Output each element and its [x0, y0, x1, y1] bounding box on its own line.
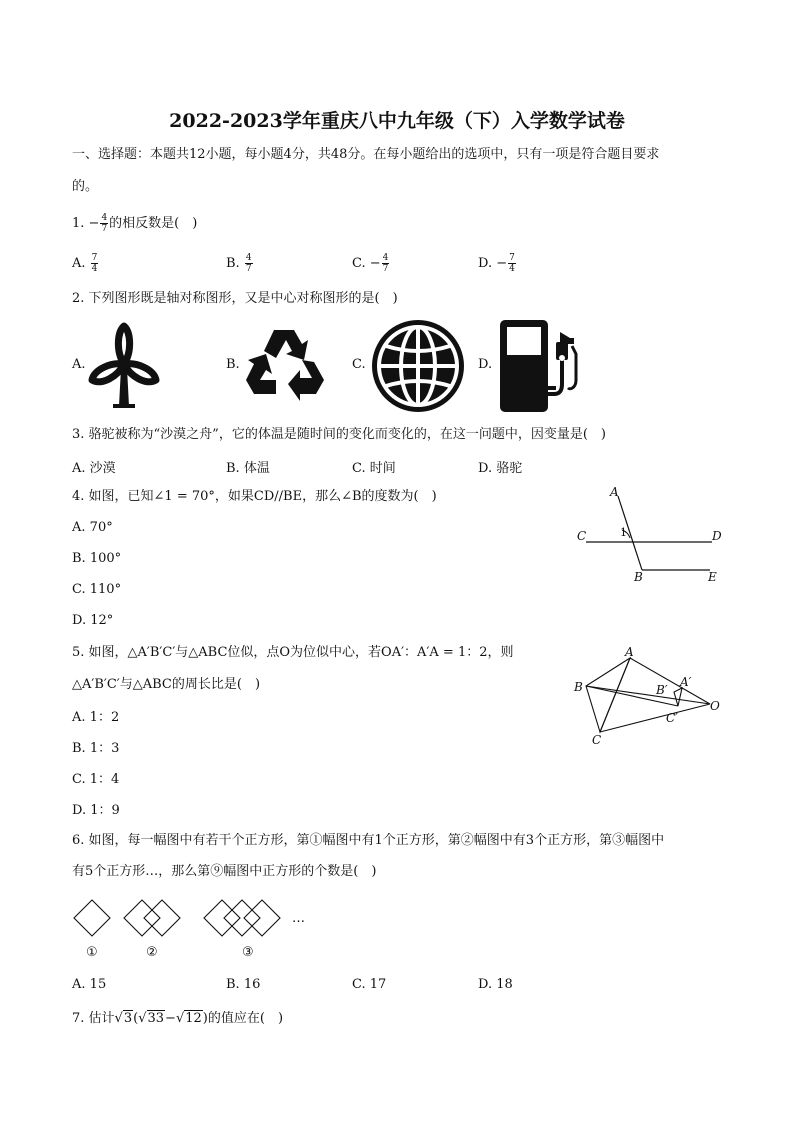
q4-option-d[interactable]	[72, 613, 113, 628]
q7-radicand-2: 33	[147, 1011, 165, 1026]
label-b-prime: B′	[656, 683, 668, 697]
option-fraction	[91, 253, 99, 274]
q1-option-a[interactable]	[72, 253, 99, 274]
option-letter: D.	[478, 256, 493, 271]
q5-option-b[interactable]	[72, 737, 119, 756]
option-text: 70°	[89, 520, 113, 535]
paren-open: (	[133, 1011, 139, 1026]
option-fraction	[245, 253, 253, 274]
q1-fraction	[100, 213, 108, 234]
globe-icon[interactable]	[372, 320, 464, 412]
question-2-stem: 2. 下列图形既是轴对称图形，又是中心对称图形的是( )	[72, 291, 398, 306]
option-text: 1：3	[89, 741, 120, 756]
q3-option-c[interactable]	[352, 457, 396, 476]
option-letter: B.	[72, 741, 86, 756]
label-d: D	[712, 529, 722, 543]
fraction-num: 4	[245, 253, 252, 263]
option-letter: D.	[72, 803, 87, 818]
option-text: 12°	[90, 613, 114, 628]
q5-option-a[interactable]	[72, 706, 119, 725]
q1-option-d[interactable]	[478, 253, 517, 274]
minus-sign: −	[165, 1011, 176, 1026]
option-letter: B.	[226, 461, 240, 476]
label-a: A	[625, 645, 634, 659]
angle-1-label: 1	[620, 526, 627, 539]
q6-option-b[interactable]	[226, 977, 260, 992]
option-fraction	[382, 253, 390, 274]
wind-turbine-icon[interactable]	[86, 322, 162, 412]
q1-suffix: 的相反数是( )	[109, 216, 198, 231]
option-letter: A.	[72, 256, 86, 271]
option-letter: B.	[226, 256, 240, 271]
question-4-stem: 4. 如图，已知∠1 = 70°，如果CD//BE，那么∠B的度数为( )	[72, 489, 437, 504]
triangle-abc	[586, 658, 630, 732]
q2-option-d-letter[interactable]: D.	[478, 357, 493, 372]
q6-option-d[interactable]	[478, 977, 513, 992]
label-b: B	[574, 680, 583, 694]
option-text: 1：2	[89, 710, 120, 725]
q2-option-a-letter[interactable]: A.	[72, 357, 86, 372]
option-text: 17	[369, 977, 387, 992]
option-text: 1：9	[90, 803, 120, 818]
q3-option-a[interactable]	[72, 457, 116, 476]
option-text: 16	[243, 977, 261, 992]
option-text: 沙漠	[89, 461, 116, 476]
question-1-stem	[72, 213, 197, 234]
paren-close: )	[202, 1011, 208, 1026]
figure-3-square-a	[204, 900, 240, 936]
recycle-icon[interactable]	[244, 324, 326, 404]
q2-option-b-letter[interactable]: B.	[226, 357, 240, 372]
q6-option-a[interactable]	[72, 977, 106, 992]
label-e: E	[708, 570, 717, 584]
q5-option-c[interactable]	[72, 768, 119, 787]
q4-parallel-lines-figure	[570, 484, 730, 584]
question-5-stem-line2: △A′B′C′与△ABC的周长比是( )	[72, 677, 261, 692]
figure-2-square-b	[144, 900, 180, 936]
question-6-stem-line1: 6. 如图，每一幅图中有若干个正方形，第①幅图中有1个正方形，第②幅图中有3个正方形，第③幅图中	[72, 833, 665, 848]
label-o: O	[710, 699, 720, 713]
label-c-prime: C′	[666, 711, 678, 725]
option-letter: A.	[72, 977, 86, 992]
option-fraction	[508, 253, 516, 274]
option-text: 体温	[243, 461, 270, 476]
sqrt-sign: √	[138, 1011, 147, 1026]
option-letter: D.	[478, 461, 493, 476]
question-3-stem: 3. 骆驼被称为“沙漠之舟”，它的体温是随时间的变化而变化的，在这一问题中，因变量是( )	[72, 427, 606, 442]
option-letter: A.	[72, 461, 86, 476]
q4-option-c[interactable]	[72, 582, 121, 597]
q7-prefix: 7. 估计	[72, 1011, 115, 1026]
fraction-den: 7	[245, 264, 252, 274]
option-letter: D.	[478, 977, 493, 992]
figure-3-label: ③	[242, 945, 254, 960]
q3-option-b[interactable]	[226, 457, 270, 476]
sqrt-sign: √	[175, 1011, 185, 1026]
option-text: 骆驼	[496, 461, 523, 476]
figure-3-square-b	[224, 900, 260, 936]
fraction-den: 7	[382, 264, 389, 274]
section-instructions-line1: 一、选择题：本题共12小题，每小题4分，共48分。在每小题给出的选项中，只有一项是符合题目要求	[72, 147, 660, 162]
ray-oa	[630, 658, 710, 704]
question-7-stem	[72, 1010, 283, 1028]
q6-option-c[interactable]	[352, 977, 386, 992]
option-letter: C.	[72, 772, 86, 787]
figure-1-square	[74, 900, 110, 936]
option-text: 1：4	[89, 772, 120, 787]
option-text: 110°	[89, 582, 122, 597]
option-text: 100°	[89, 551, 122, 566]
option-text: 时间	[369, 461, 396, 476]
label-c: C	[577, 529, 587, 543]
section-instructions-line2: 的。	[72, 179, 99, 194]
label-c: C	[592, 733, 602, 747]
label-a: A	[610, 485, 619, 499]
q7-radicand-1: 3	[123, 1011, 133, 1026]
paper-title: 2022-2023学年重庆八中九年级（下）入学数学试卷	[169, 110, 625, 132]
option-letter: C.	[352, 256, 366, 271]
fraction-den: 4	[91, 264, 98, 274]
option-letter: C.	[352, 461, 366, 476]
fuel-pump-icon[interactable]	[498, 318, 580, 414]
q4-option-a[interactable]	[72, 520, 113, 535]
option-sign: −	[496, 256, 508, 271]
figure-1-label: ①	[86, 945, 98, 960]
fraction-num: 7	[91, 253, 98, 263]
ray-oc	[600, 704, 710, 732]
triangle-a1b1c1	[674, 688, 682, 706]
option-letter: C.	[72, 582, 86, 597]
label-b: B	[634, 570, 643, 584]
q5-option-d[interactable]	[72, 799, 120, 818]
q1-prefix: 1. −	[72, 216, 100, 231]
fraction-num: 7	[509, 253, 515, 263]
q2-option-c-letter[interactable]: C.	[352, 357, 366, 372]
q1-fraction-den: 7	[101, 224, 108, 234]
q7-radicand-3: 12	[185, 1011, 202, 1026]
figure-3-square-c	[244, 900, 280, 936]
pattern-ellipsis: …	[292, 911, 305, 926]
q6-square-pattern-figure	[72, 898, 322, 962]
option-letter: C.	[352, 977, 366, 992]
q1-fraction-num: 4	[101, 213, 108, 223]
option-letter: A.	[72, 710, 86, 725]
sqrt-sign: √	[114, 1011, 123, 1026]
option-letter: B.	[72, 551, 86, 566]
q3-option-d[interactable]	[478, 457, 522, 476]
q1-option-c[interactable]	[352, 253, 390, 274]
option-text: 18	[496, 977, 513, 992]
option-sign: −	[369, 256, 381, 271]
question-6-stem-line2: 有5个正方形…，那么第⑨幅图中正方形的个数是( )	[72, 864, 377, 879]
q7-suffix: 的值应在( )	[207, 1011, 284, 1026]
ray-ob	[586, 686, 710, 704]
option-text: 15	[89, 977, 107, 992]
figure-2-label: ②	[146, 945, 158, 960]
question-5-stem-line1: 5. 如图，△A′B′C′与△ABC位似，点O为位似中心，若OA′：A′A = 1：2，则	[72, 645, 514, 660]
fraction-den: 4	[509, 264, 515, 274]
option-letter: B.	[226, 977, 240, 992]
q4-option-b[interactable]	[72, 551, 121, 566]
label-a-prime: A′	[680, 675, 692, 689]
option-letter: D.	[72, 613, 87, 628]
option-letter: A.	[72, 520, 86, 535]
q1-option-b[interactable]	[226, 253, 254, 274]
figure-2-square-a	[124, 900, 160, 936]
q5-homothety-figure	[570, 644, 730, 748]
fraction-num: 4	[382, 253, 389, 263]
